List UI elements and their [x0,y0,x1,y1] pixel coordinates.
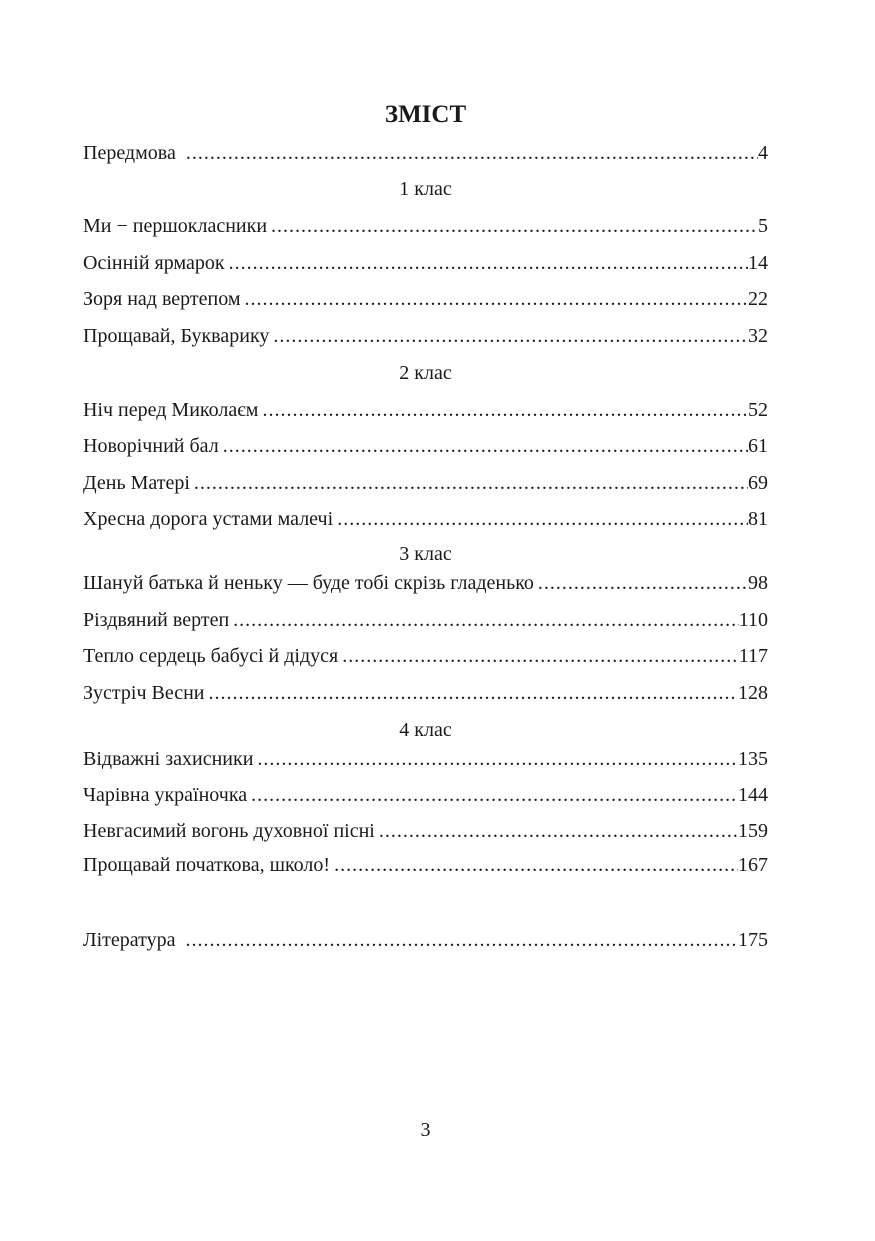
toc-entry[interactable] [83,399,768,425]
toc-entry-label: Література [83,929,176,951]
toc-entry[interactable] [83,682,768,708]
toc-entry-label: Прощавай початкова, школо! [83,854,331,876]
toc-entry[interactable] [83,435,768,461]
toc-entry[interactable] [83,472,768,498]
toc-entry-page: 117 [738,645,768,667]
dot-leader [223,435,748,458]
dot-leader [185,929,738,952]
dot-leader [251,784,738,807]
toc-entry[interactable] [83,215,768,241]
dot-leader [233,609,739,632]
page-title: ЗМІСТ [384,101,467,128]
toc-entry-page: 69 [748,472,768,494]
toc-entry-label: Ми − першокласники [83,215,268,237]
dot-leader [273,325,748,348]
toc-entry-page: 4 [758,142,768,164]
toc-entry[interactable] [83,854,768,880]
toc-entry-label: Ніч перед Миколаєм [83,399,259,421]
dot-leader [194,472,748,495]
dot-leader [334,854,738,877]
toc-entry[interactable] [83,784,768,810]
toc-entry-preface[interactable] [83,142,768,168]
toc-entry-label: Шануй батька й неньку — буде тобі скрізь гладенько [83,572,534,594]
toc-entry-page: 52 [748,399,768,421]
toc-entry-label: Новорічний бал [83,435,219,457]
dot-leader [538,572,748,595]
toc-entry-label: Осінній ярмарок [83,252,225,274]
toc-entry-page: 5 [758,215,768,237]
toc-entry[interactable] [83,288,768,314]
toc-entry[interactable] [83,645,768,671]
toc-entry[interactable] [83,609,768,635]
toc-entry-page: 144 [738,784,768,806]
toc-entry-page: 167 [738,854,768,876]
dot-leader [271,215,758,238]
toc-entry-page: 175 [738,929,768,951]
toc-entry-label: Зоря над вертепом [83,288,241,310]
dot-leader [186,142,758,165]
toc-entry-label: Чарівна україночка [83,784,248,806]
toc-entry-page: 98 [748,572,768,594]
toc-entry-label: Невгасимий вогонь духовної пісні [83,820,375,842]
toc-entry-page: 128 [738,682,768,704]
page-number: 3 [420,1119,431,1141]
toc-entry[interactable] [83,508,768,534]
toc-entry-label: День Матері [83,472,190,494]
toc-entry-label: Різдвяний вертеп [83,609,230,631]
toc-entry[interactable] [83,325,768,351]
toc-entry-page: 32 [748,325,768,347]
toc-entry-label: Тепло сердець бабусі й дідуся [83,645,339,667]
dot-leader [257,748,738,771]
toc-entry-label: Відважні захисники [83,748,254,770]
toc-entry-label: Прощавай, Букварику [83,325,270,347]
toc-entry-page: 159 [738,820,768,842]
dot-leader [337,508,748,531]
toc-entry-label: Передмова [83,142,176,164]
section-heading: 2 клас [399,362,452,384]
toc-entry-literature[interactable] [83,929,768,955]
toc-entry[interactable] [83,572,768,598]
toc-entry[interactable] [83,252,768,278]
section-heading: 3 клас [399,543,452,565]
dot-leader [342,645,739,668]
toc-entry[interactable] [83,748,768,774]
dot-leader [379,820,738,843]
toc-entry-page: 81 [748,508,768,530]
toc-entry-page: 22 [748,288,768,310]
dot-leader [262,399,748,422]
toc-entry[interactable] [83,820,768,846]
dot-leader [245,288,748,311]
toc-entry-label: Зустріч Весни [83,682,205,704]
toc-entry-page: 14 [748,252,768,274]
toc-entry-page: 61 [748,435,768,457]
toc-entry-label: Хресна дорога устами малечі [83,508,334,530]
section-heading: 1 клас [399,178,452,200]
toc-entry-page: 110 [738,609,768,631]
dot-leader [209,682,739,705]
toc-entry-page: 135 [738,748,768,770]
section-heading: 4 клас [399,719,452,741]
dot-leader [229,252,748,275]
